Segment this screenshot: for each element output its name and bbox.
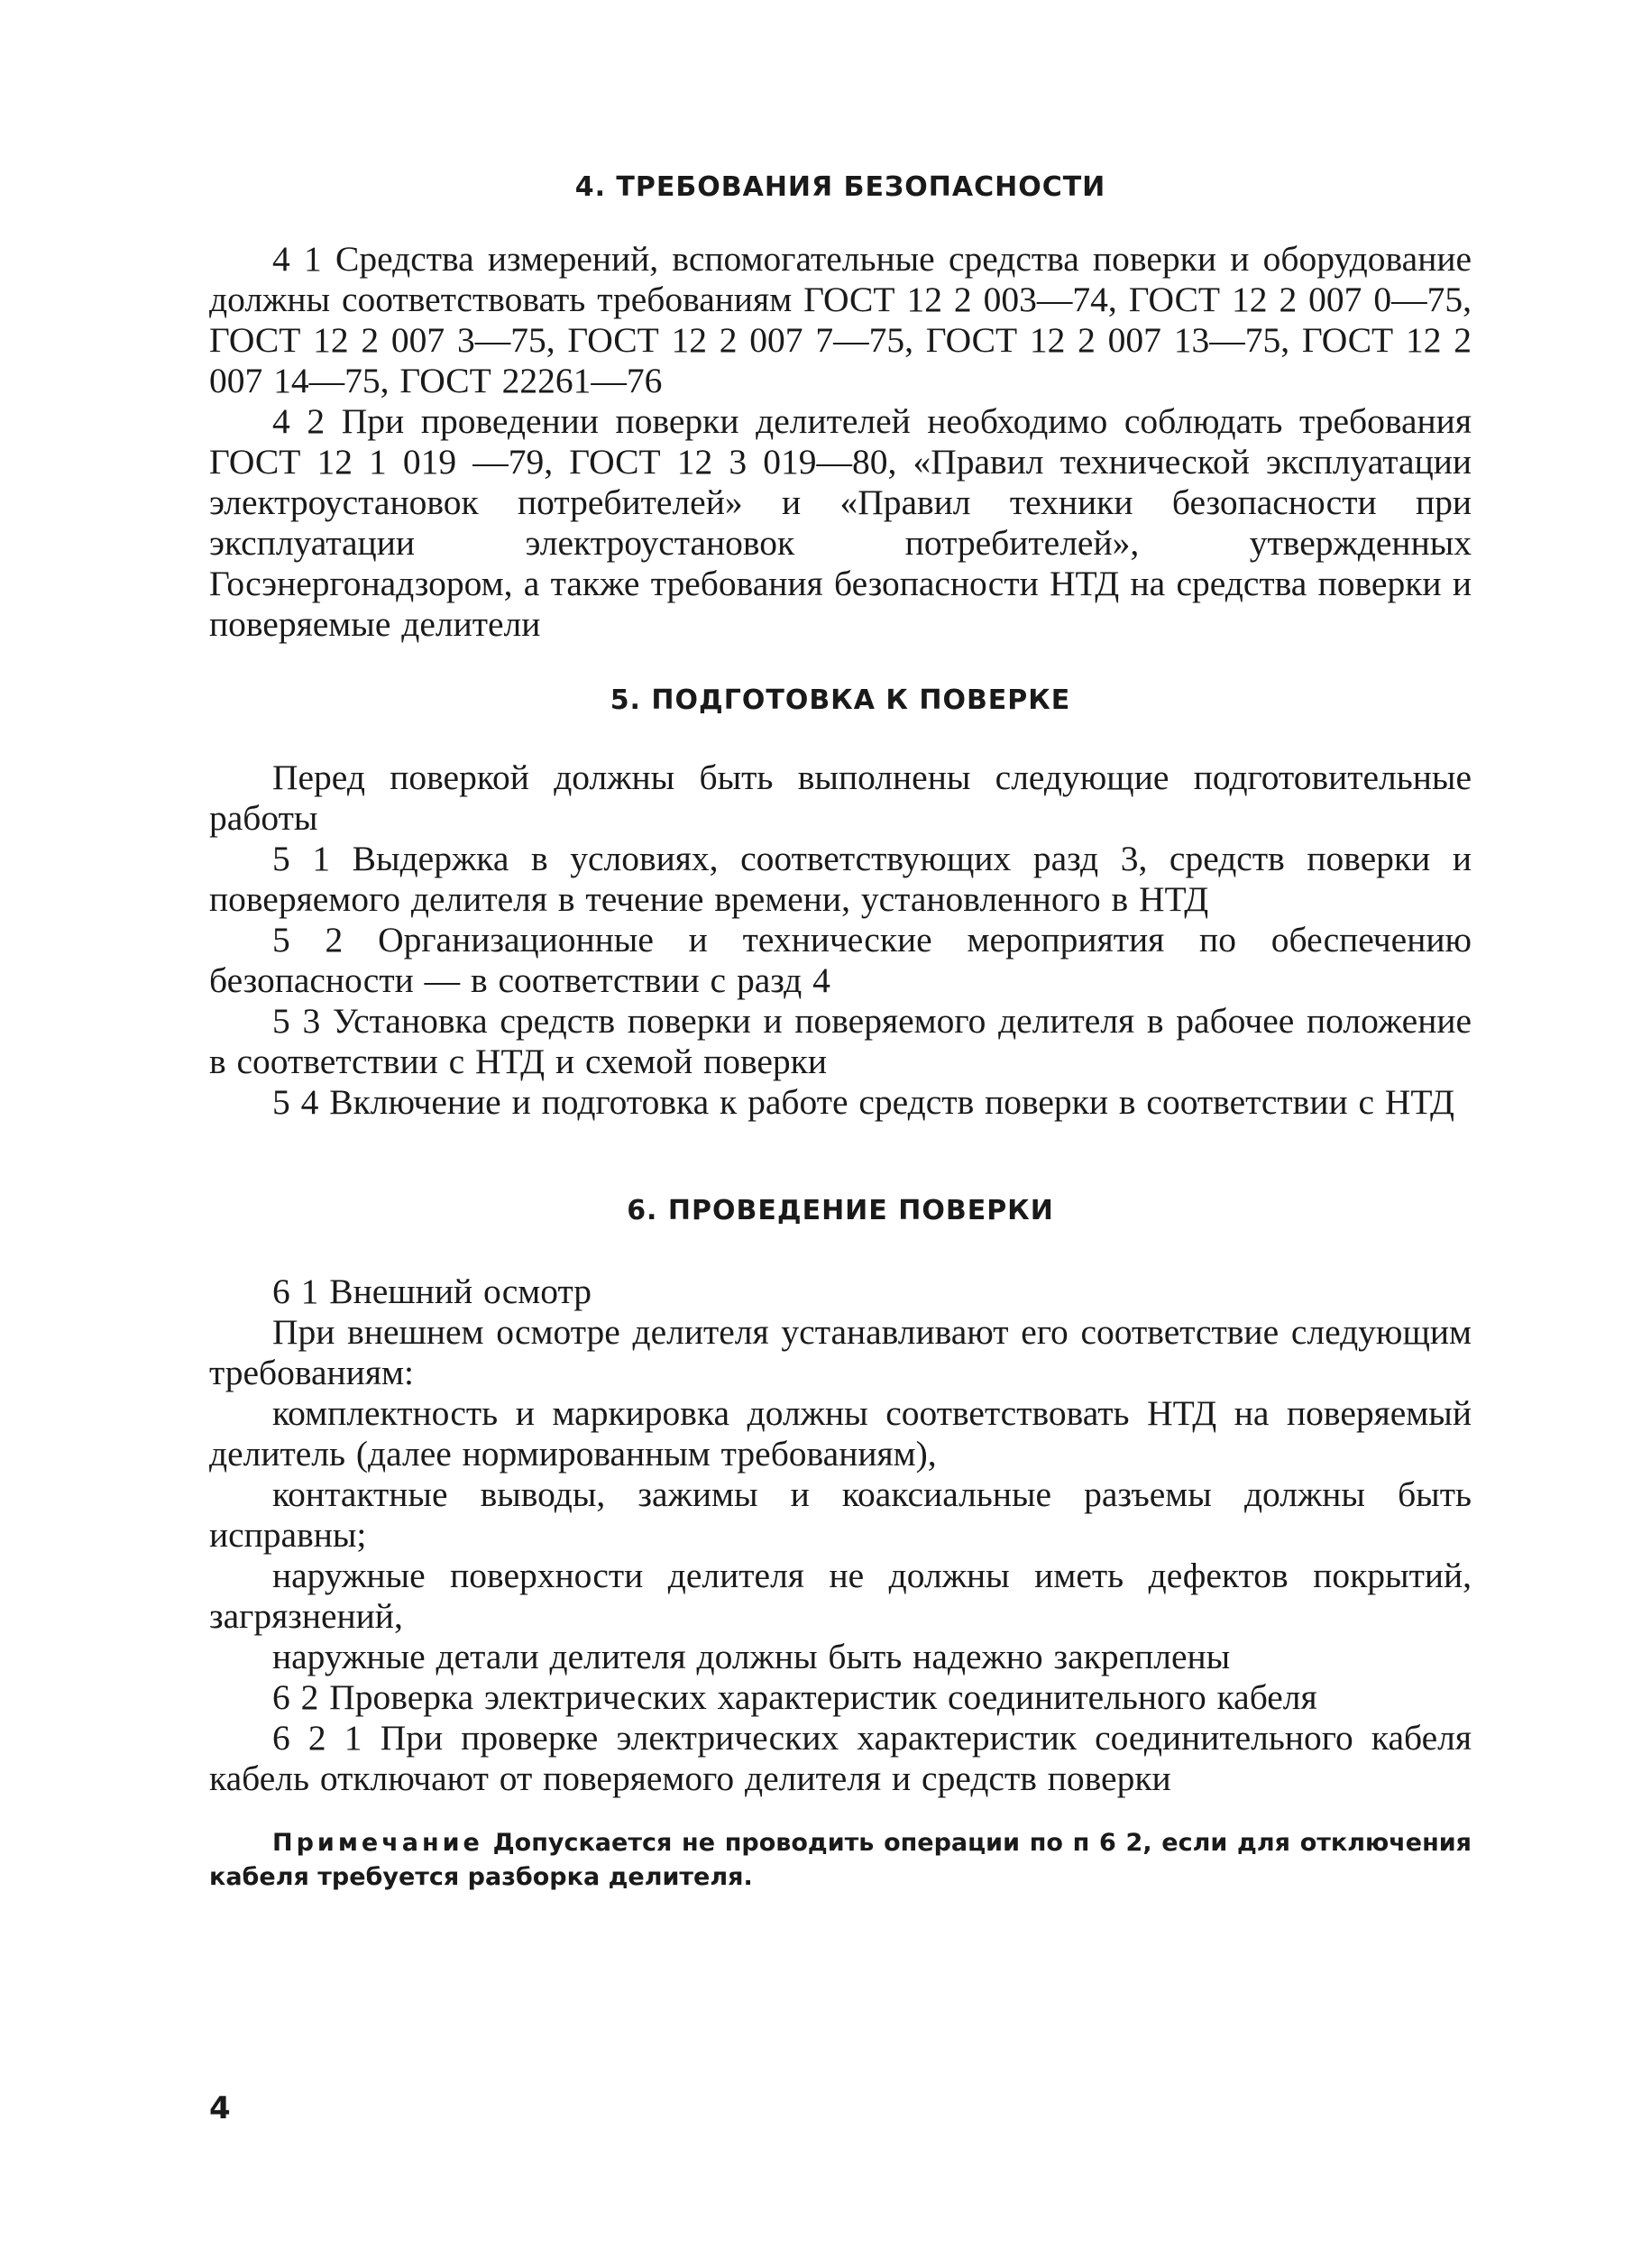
- section-5-paragraph-3: 5 3 Установка средств поверки и поверяемого делителя в рабочее положение в соответствии с НТД и схемой поверки: [209, 1001, 1472, 1081]
- section-5-title: 5. ПОДГОТОВКА К ПОВЕРКЕ: [610, 684, 1071, 716]
- section-6-paragraph-3: комплектность и маркировка должны соответствовать НТД на поверяемый делитель (далее нормированным требованиям),: [209, 1393, 1472, 1474]
- note: [209, 1826, 1472, 1895]
- section-4-paragraph-2: 4 2 При проведении поверки делителей необходимо соблюдать требования ГОСТ 12 1 019 —79, ГОСТ 12 3 019—80, «Правил технической эксплуатации электроустановок потребителей» и «Правил техники безопасности при эксплуатации электроустановок потребителей», утвержденных Госэнергонадзором, а также требования безопасности НТД на средства поверки и поверяемые делители: [209, 401, 1472, 644]
- section-4-paragraph-1: 4 1 Средства измерений, вспомогательные средства поверки и оборудование должны соответствовать требованиям ГОСТ 12 2 003—74, ГОСТ 12 2 007 0—75, ГОСТ 12 2 007 3—75, ГОСТ 12 2 007 7—75, ГОСТ 12 2 007 13—75, ГОСТ 12 2 007 14—75, ГОСТ 22261—76: [209, 239, 1472, 400]
- document-page: [209, 162, 1472, 1919]
- section-6-paragraph-6: наружные детали делителя должны быть надежно закреплены: [272, 1637, 1231, 1676]
- section-5-paragraph-4: 5 4 Включение и подготовка к работе средств поверки в соответствии с НТД: [272, 1082, 1454, 1122]
- section-6-paragraph-1: 6 1 Внешний осмотр: [272, 1272, 592, 1311]
- section-6-paragraph-8: 6 2 1 При проверке электрических характеристик соединительного кабеля кабель отключают от поверяемого делителя и средств поверки: [209, 1718, 1472, 1798]
- note-label: Примечание: [272, 1829, 483, 1857]
- section-6-paragraph-7: 6 2 Проверка электрических характеристик соединительного кабеля: [272, 1677, 1317, 1717]
- note-text: Допускается не проводить операции по п 6 2, если для отключения кабеля требуется разборка делителя.: [209, 1829, 1472, 1891]
- section-4-title: 4. ТРЕБОВАНИЯ БЕЗОПАСНОСТИ: [574, 171, 1106, 203]
- section-6-paragraph-4: контактные выводы, зажимы и коаксиальные разъемы должны быть исправны;: [209, 1474, 1472, 1555]
- page-number: 4: [209, 2090, 231, 2126]
- section-5-intro: Перед поверкой должны быть выполнены следующие подготовительные работы: [209, 758, 1472, 838]
- section-6-paragraph-2: При внешнем осмотре делителя устанавливают его соответствие следующим требованиям:: [209, 1312, 1472, 1392]
- section-6-paragraph-5: наружные поверхности делителя не должны иметь дефектов покрытий, загрязнений,: [209, 1556, 1472, 1636]
- section-5-paragraph-1: 5 1 Выдержка в условиях, соответствующих разд 3, средств поверки и поверяемого делителя в течение времени, установленного в НТД: [209, 839, 1472, 919]
- section-6-title: 6. ПРОВЕДЕНИЕ ПОВЕРКИ: [627, 1195, 1054, 1226]
- section-5-paragraph-2: 5 2 Организационные и технические мероприятия по обеспечению безопасности — в соответствии с разд 4: [209, 920, 1472, 1000]
